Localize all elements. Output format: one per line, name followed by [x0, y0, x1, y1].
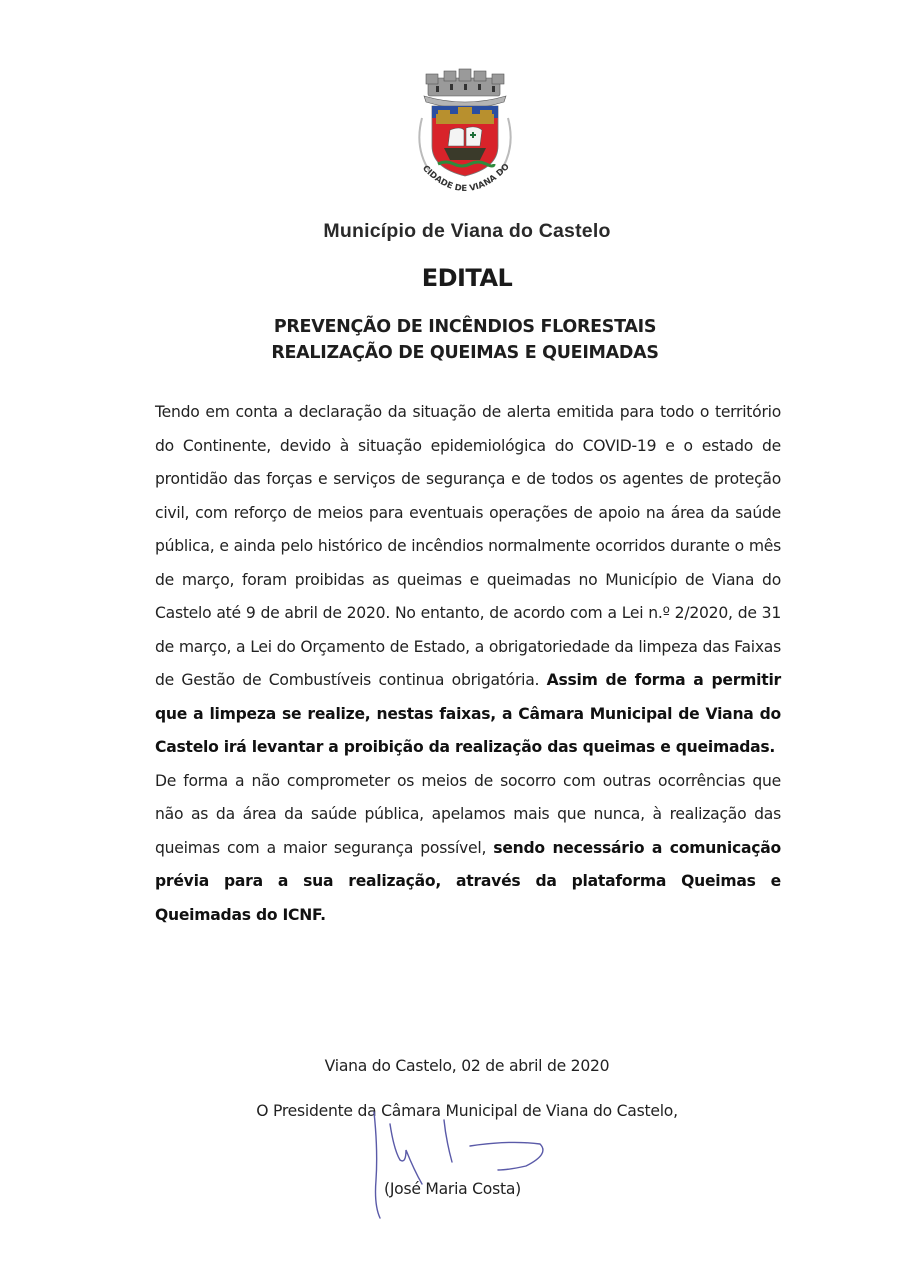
paragraph-1-emphasis: Assim de forma a permitir que a limpeza se realize, nestas faixas, a Câmara Municipal de Viana do Castelo irá levantar a proibição da realização das queimas e queimadas.: [155, 671, 781, 756]
signatory-name: (José Maria Costa): [384, 1180, 521, 1198]
subtitle-line-1: PREVENÇÃO DE INCÊNDIOS FLORESTAIS: [273, 317, 657, 337]
paragraph-1-text: Tendo em conta a declaração da situação de alerta emitida para todo o território do Continente, devido à situação epidemiológica do COVID-19 e o estado de prontidão das forças e serviços de segurança e de todos os agentes de proteção civil, com reforço de meios para eventuais operações de apoio na área da saúde pública, e ainda pelo histórico de incêndios normalmente ocorridos durante o mês de março, foram proibidas as queimas e queimadas no Município de Viana do Castelo até 9 de abril de 2020. No entanto, de acordo com a Lei n.º 2/2020, de 31 de março, a Lei do Orçamento de Estado, a obrigatoriedade da limpeza das Faixas de Gestão de Combustíveis continua obrigatória.: [155, 403, 781, 689]
municipality-name: Município de Viana do Castelo: [323, 220, 611, 242]
paragraph-2-emphasis: sendo necessário a comunicação prévia para a sua realização, através da plataforma Queimas e Queimadas do ICNF.: [155, 838, 781, 924]
coat-of-arms-logo: [400, 68, 530, 203]
paragraph-2-text: De forma a não comprometer os meios de socorro com outras ocorrências que não as da área da saúde pública, apelamos mais que nunca, à realização das queimas com a maior segurança possível,: [155, 771, 781, 857]
document-subtitle: [0, 314, 906, 366]
coat-of-arms-icon: [400, 68, 530, 203]
paragraph-2: [155, 765, 781, 933]
paragraph-1: [155, 396, 781, 765]
logo-motto: CIDADE DE VIANA DO: [420, 161, 512, 195]
signatory-title: O Presidente da Câmara Municipal de Viana do Castelo,: [256, 1102, 678, 1120]
subtitle-line-2: REALIZAÇÃO DE QUEIMAS E QUEIMADAS: [271, 343, 659, 363]
place-and-date: Viana do Castelo, 02 de abril de 2020: [324, 1057, 610, 1075]
handwritten-signature: [360, 1110, 560, 1230]
document-body: [155, 396, 781, 932]
document-title: EDITAL: [421, 264, 513, 292]
